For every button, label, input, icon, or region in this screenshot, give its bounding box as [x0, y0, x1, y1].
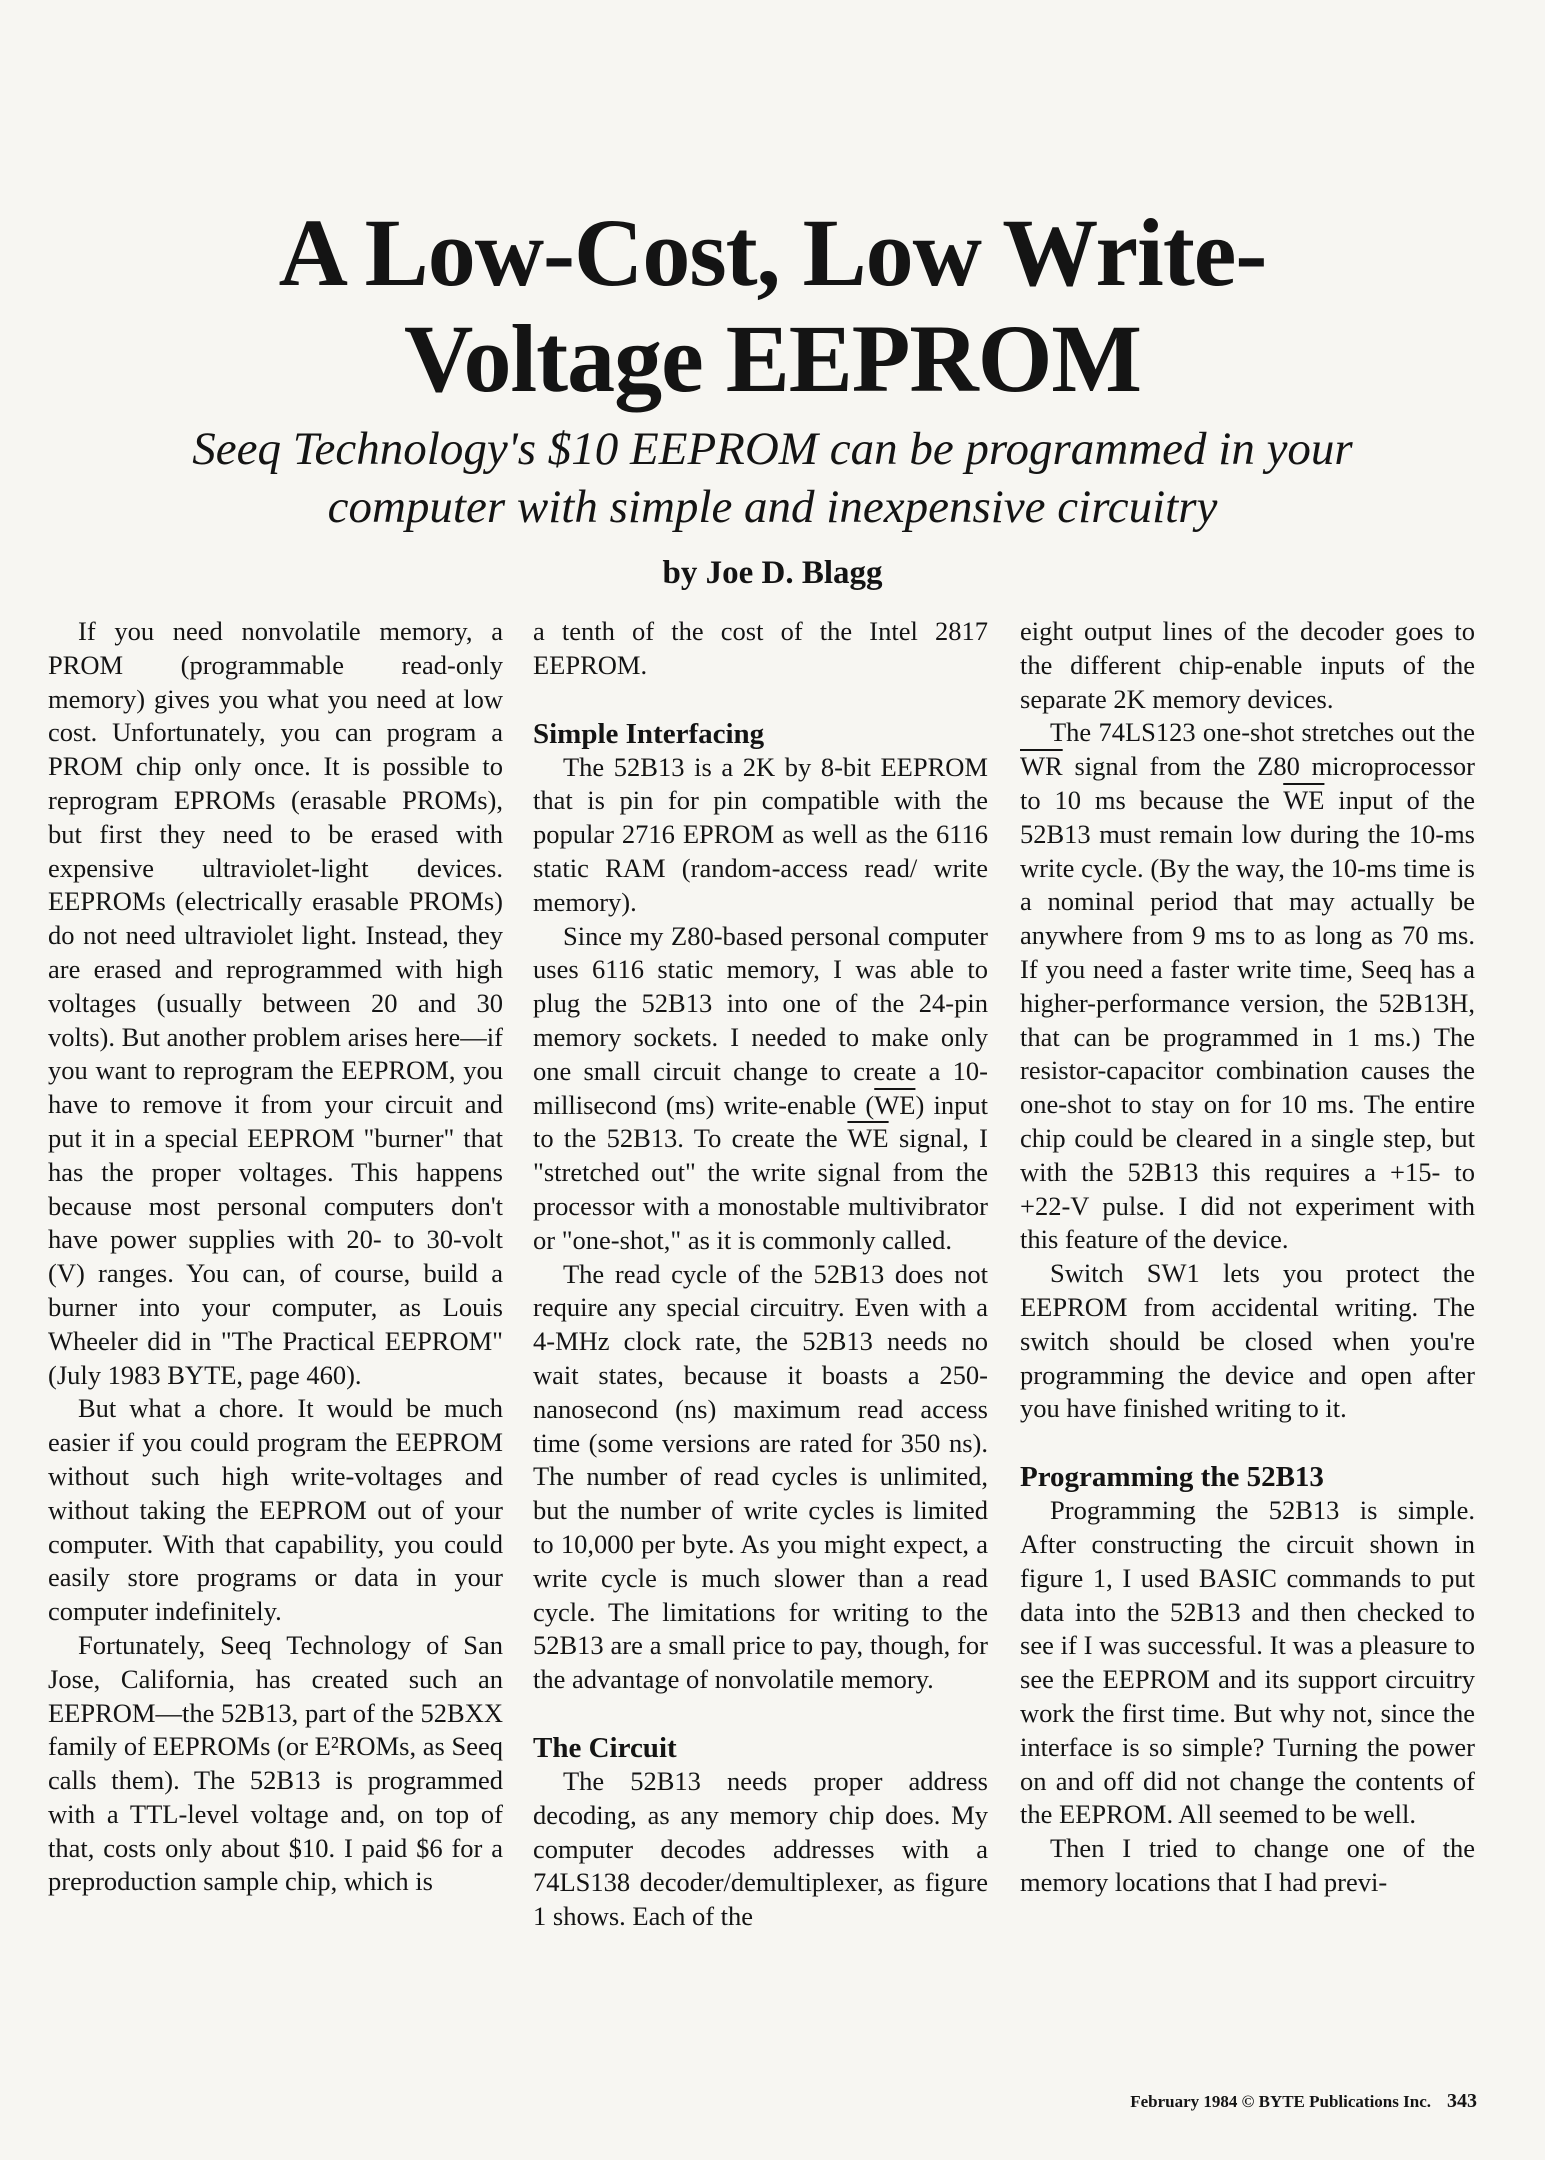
- overlined-signal: $\overline{WE}$: [1283, 784, 1325, 815]
- paragraph: eight output lines of the decoder goes to the different chip-enable inputs of the separate 2K memory devices.: [1020, 616, 1475, 714]
- text-run: input of the 52B13 must remain low during the 10-ms write cycle. (By the way, the 10-ms time is a nominal period that may actually be anywhere from 9 ms to as long as 70 ms. If you need a faster write time, Seeq has a higher-performance version, the 52B13H, that can be programmed in 1 ms.) The resistor-capacitor combination causes the one-shot to stay on for 10 ms. The entire chip could be cleared in a single step, but with the 52B13 this requires a +15- to +22-V pulse. I did not experiment with this feature of the device.: [1020, 784, 1475, 1255]
- column-3: [1020, 615, 1475, 1900]
- paragraph: Fortunately, Seeq Technology of San Jose, California, has created such an EEPROM—the 52B13, part of the 52BXX family of EEPROMs (or E²ROMs, as Seeq calls them). The 52B13 is programmed with a TTL-level voltage and, on top of that, costs only about $10. I paid $6 for a preproduction sample chip, which is: [48, 1629, 503, 1897]
- paragraph: The 52B13 is a 2K by 8-bit EEPROM that is pin for pin compatible with the popular 2716 EPROM as well as the 6116 static RAM (random-access read/ write memory).: [533, 751, 988, 917]
- byline: by Joe D. Blagg: [662, 555, 883, 591]
- title-line-2: Voltage EEPROM: [403, 305, 1142, 412]
- paragraph: The 52B13 needs proper address decoding, as any memory chip does. My computer decodes addresses with a 74LS138 decoder/demultiplexer, as figure 1 shows. Each of the: [533, 1765, 988, 1932]
- subtitle-line-2: computer with simple and inexpensive circuitry: [327, 481, 1218, 533]
- article-subtitle: [0, 420, 1545, 536]
- article-title: [0, 200, 1545, 412]
- paragraph: But what a chore. It would be much easier if you could program the EEPROM without such high write-voltages and without taking the EEPROM out of your computer. With that capability, you could easily store programs or data in your computer indefinitely.: [48, 1393, 503, 1627]
- subtitle-line-1: Seeq Technology's $10 EEPROM can be programmed in your: [192, 423, 1353, 475]
- text-run: signal from the Z80 microprocessor to 10 ms because the: [1020, 751, 1475, 815]
- page-footer: [1130, 2090, 1477, 2113]
- text-run: Since my Z80-based personal computer uses 6116 static memory, I was able to plug the 52B13 into one of the 24-pin memory sockets. I needed to make only one small circuit change to create a 10-millisecond (ms) write-enable (: [533, 920, 988, 1120]
- column-1: [48, 615, 503, 1899]
- text-run: ) input to the 52B13. To create the: [533, 1089, 988, 1154]
- text-run: signal, I "stretched out" the write signal from the processor with a monostable multivibrator or "one-shot," as it is commonly called.: [533, 1123, 989, 1255]
- paragraph: The read cycle of the 52B13 does not require any special circuitry. Even with a 4-MHz clock rate, the 52B13 needs no wait states, because it boasts a 250-nanosecond (ns) maximum read access time (some versions are rated for 350 ns). The number of read cycles is unlimited, but the number of write cycles is limited to 10,000 per byte. As you might expect, a write cycle is much slower than a read cycle. The limitations for writing to the 52B13 are a small price to pay, though, for the advantage of nonvolatile memory.: [533, 1258, 988, 1695]
- paragraph: Programming the 52B13 is simple. After constructing the circuit shown in figure 1, I used BASIC commands to put data into the 52B13 and then checked to see if I was successful. It was a pleasure to see the EEPROM and its support circuitry work the first time. But why not, since the interface is so simple? Turning the power on and off did not change the contents of the EEPROM. All seemed to be well.: [1020, 1495, 1475, 1830]
- paragraph: [1020, 716, 1475, 1257]
- paragraph: a tenth of the cost of the Intel 2817 EEPROM.: [533, 616, 988, 680]
- paragraph: [533, 920, 988, 1258]
- footer-credit: February 1984 © BYTE Publications Inc.: [1130, 2092, 1431, 2111]
- section-heading-simple-interfacing: Simple Interfacing: [533, 717, 765, 750]
- section-heading-the-circuit: The Circuit: [533, 1731, 677, 1764]
- text-run: The 74LS123 one-shot stretches out the: [1050, 717, 1475, 748]
- title-line-1: A Low-Cost, Low Write-: [278, 199, 1267, 306]
- section-heading-programming: Programming the 52B13: [1020, 1461, 1324, 1494]
- overlined-signal: $\overline{WE}$: [847, 1123, 889, 1154]
- overlined-signal: $\overline{WE}$: [874, 1089, 916, 1120]
- paragraph: Then I tried to change one of the memory locations that I had previ-: [1020, 1833, 1475, 1897]
- page-number: 343: [1447, 2090, 1477, 2112]
- paragraph: If you need nonvolatile memory, a PROM (programmable read-only memory) gives you what you need at low cost. Unfortunately, you can program a PROM chip only once. It is possible to reprogram EPROMs (erasable PROMs), but first they need to be erased with expensive ultraviolet-light devices. EEPROMs (electrically erasable PROMs) do not need ultraviolet light. Instead, they are erased and reprogrammed with high voltages (usually between 20 and 30 volts). But another problem arises here—if you want to reprogram the EEPROM, you have to remove it from your circuit and put it in a special EEPROM "burner" that has the proper voltages. This happens because most personal computers don't have power supplies with 20- to 30-volt (V) ranges. You can, of course, build a burner into your computer, as Louis Wheeler did in "The Practical EEPROM" (July 1983 BYTE, page 460).: [48, 616, 503, 1390]
- overlined-signal: $\overline{WR}$: [1020, 751, 1063, 782]
- column-2: [533, 615, 988, 1934]
- paragraph: Switch SW1 lets you protect the EEPROM from accidental writing. The switch should be closed when you're programming the device and open after you have finished writing to it.: [1020, 1258, 1475, 1424]
